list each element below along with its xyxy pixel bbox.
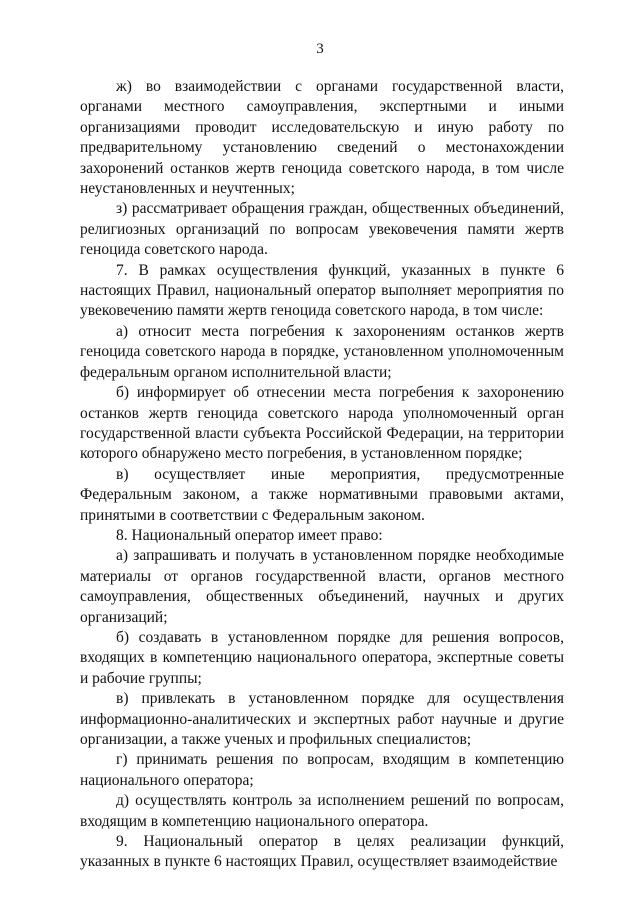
- paragraph-8-d: д) осуществлять контроль за исполнением решений по вопросам, входящим в компетенцию национального оператора.: [80, 792, 564, 830]
- paragraph-8-g: г) принимать решения по вопросам, входящим в компетенцию национального оператора;: [80, 751, 564, 789]
- paragraph-7: 7. В рамках осуществления функций, указанных в пункте 6 настоящих Правил, национальный оператор выполняет мероприятия по увековечению памяти жертв геноцида советского народа, в том числе:: [80, 261, 564, 320]
- paragraph-8-a: а) запрашивать и получать в установленном порядке необходимые материалы от органов государственной власти, органов местного самоуправления, общественных объединений, научных и других организаций;: [80, 547, 564, 626]
- paragraph-8-v: в) привлекать в установленном порядке для осуществления информационно-аналитических и экспертных работ научные и другие организации, а также ученых и профильных специалистов;: [80, 690, 564, 748]
- paragraph-7-a: а) относит места погребения к захоронениям останков жертв геноцида советского народа в порядке, установленном уполномоченным федеральным органом исполнительной власти;: [80, 322, 564, 381]
- paragraph-6-zh: ж) во взаимодействии с органами государственной власти, органами местного самоуправления, экспертными и иными организациями проводит исследовательскую и иную работу по предварительному установлению сведений о местонахождении захоронений останков жертв геноцида советского народа, в том числе неустановленных и неучтенных;: [80, 78, 564, 198]
- paragraph-8: 8. Национальный оператор имеет право:: [116, 526, 383, 544]
- paragraph-8-b: б) создавать в установленном порядке для решения вопросов, входящих в компетенцию национального оператора, экспертные советы и рабочие группы;: [80, 628, 564, 687]
- paragraph-7-v: в) осуществляет иные мероприятия, предусмотренные Федеральным законом, а также нормативными правовыми актами, принятыми в соответствии с Федеральным законом.: [80, 465, 564, 524]
- paragraph-9: 9. Национальный оператор в целях реализации функций, указанных в пункте 6 настоящих Правил, осуществляет взаимодействие: [80, 833, 564, 871]
- paragraph-7-b: б) информирует об отнесении места погребения к захоронению останков жертв геноцида советского народа уполномоченный орган государственной власти субъекта Российской Федерации, на территории которого обнаружено место погребения, в установленном порядке;: [80, 384, 564, 463]
- document-body: [80, 77, 564, 873]
- paragraph-6-z: з) рассматривает обращения граждан, общественных объединений, религиозных организаций по вопросам увековечения памяти жертв геноцида советского народа.: [80, 200, 564, 259]
- page-number: 3: [316, 41, 324, 57]
